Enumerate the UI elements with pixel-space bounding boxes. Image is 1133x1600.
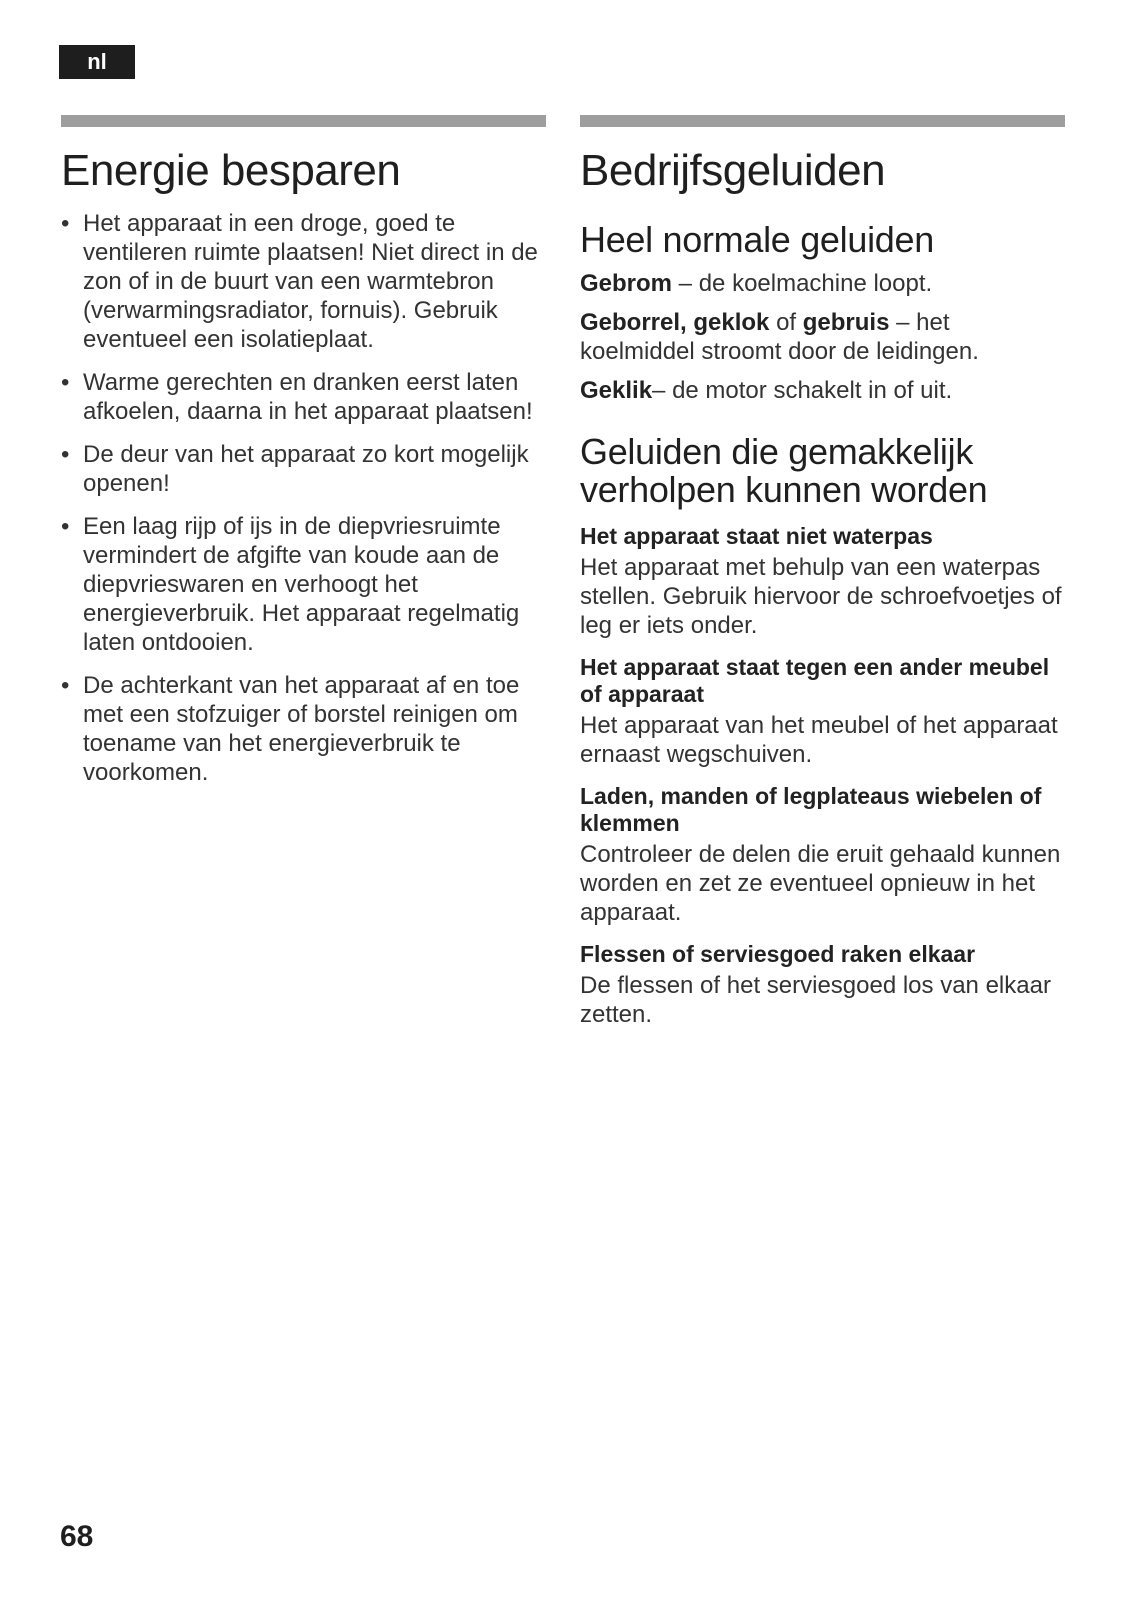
normal-noises-heading: Heel normale geluiden	[580, 219, 934, 260]
noise-explanation: – het koelmiddel stroomt door de leidingen.	[580, 309, 979, 365]
list-item	[61, 440, 546, 498]
tip-text: De deur van het apparaat zo kort mogelijk openen!	[83, 441, 529, 497]
section-title: Bedrijfsgeluiden	[580, 146, 886, 195]
issue-title: Het apparaat staat tegen een ander meubel of apparaat	[580, 654, 1050, 707]
tip-text: Een laag rijp of ijs in de diepvriesruimte vermindert de afgifte van koude aan de diepvrieswaren en verhoogt het energieverbruik. Het apparaat regelmatig laten ontdooien.	[83, 513, 520, 656]
noise-connector: of	[769, 309, 803, 336]
noise-explanation: – de motor schakelt in of uit.	[652, 377, 953, 404]
issue-item	[580, 654, 1065, 769]
issue-title: Laden, manden of legplateaus wiebelen of klemmen	[580, 783, 1042, 836]
issue-solution: De flessen of het serviesgoed los van elkaar zetten.	[580, 972, 1051, 1028]
tip-text: Het apparaat in een droge, goed te ventileren ruimte plaatsen! Niet direct in de zon of in de buurt van een warmtebron (verwarmingsradiator, fornuis). Gebruik eventueel een isolatieplaat.	[83, 210, 538, 353]
bullet-icon: •	[61, 210, 70, 237]
issue-item	[580, 941, 1065, 1029]
bullet-icon: •	[61, 441, 70, 468]
noise-name: Geklik	[580, 377, 653, 404]
tip-text: Warme gerechten en dranken eerst laten afkoelen, daarna in het apparaat plaatsen!	[83, 369, 533, 425]
tip-text: De achterkant van het apparaat af en toe met een stofzuiger of borstel reinigen om toename van het energieverbruik te voorkomen.	[83, 672, 520, 786]
noise-name: gebruis	[802, 309, 890, 336]
energy-tips-list	[61, 209, 546, 787]
list-item	[61, 671, 546, 787]
list-item	[61, 368, 546, 426]
noise-item	[580, 269, 1065, 298]
language-tag: nl	[59, 45, 135, 79]
section-divider	[61, 115, 546, 127]
noise-name: Gebrom	[580, 270, 673, 297]
noise-item	[580, 376, 1065, 405]
fixable-noises-heading: Geluiden die gemakkelijk verholpen kunnen worden	[580, 431, 988, 510]
noise-name: Geborrel, geklok	[580, 309, 770, 336]
bullet-icon: •	[61, 672, 70, 699]
bullet-icon: •	[61, 369, 70, 396]
noise-explanation: – de koelmachine loopt.	[672, 270, 933, 297]
list-item	[61, 512, 546, 657]
issue-solution: Controleer de delen die eruit gehaald kunnen worden en zet ze eventueel opnieuw in het apparaat.	[580, 841, 1061, 926]
section-title: Energie besparen	[61, 146, 401, 195]
issue-solution: Het apparaat met behulp van een waterpas stellen. Gebruik hiervoor de schroefvoetjes of leg er iets onder.	[580, 554, 1062, 639]
noise-item	[580, 308, 1065, 366]
issue-title: Flessen of serviesgoed raken elkaar	[580, 941, 976, 967]
issue-title: Het apparaat staat niet waterpas	[580, 523, 933, 549]
operating-noises-section	[580, 115, 1065, 1029]
list-item	[61, 209, 546, 354]
section-divider	[580, 115, 1065, 127]
page-number: 68	[60, 1520, 94, 1553]
issue-item	[580, 783, 1065, 927]
issue-item	[580, 523, 1065, 640]
issue-solution: Het apparaat van het meubel of het apparaat ernaast wegschuiven.	[580, 712, 1058, 768]
energy-saving-section	[61, 115, 546, 801]
bullet-icon: •	[61, 513, 70, 540]
